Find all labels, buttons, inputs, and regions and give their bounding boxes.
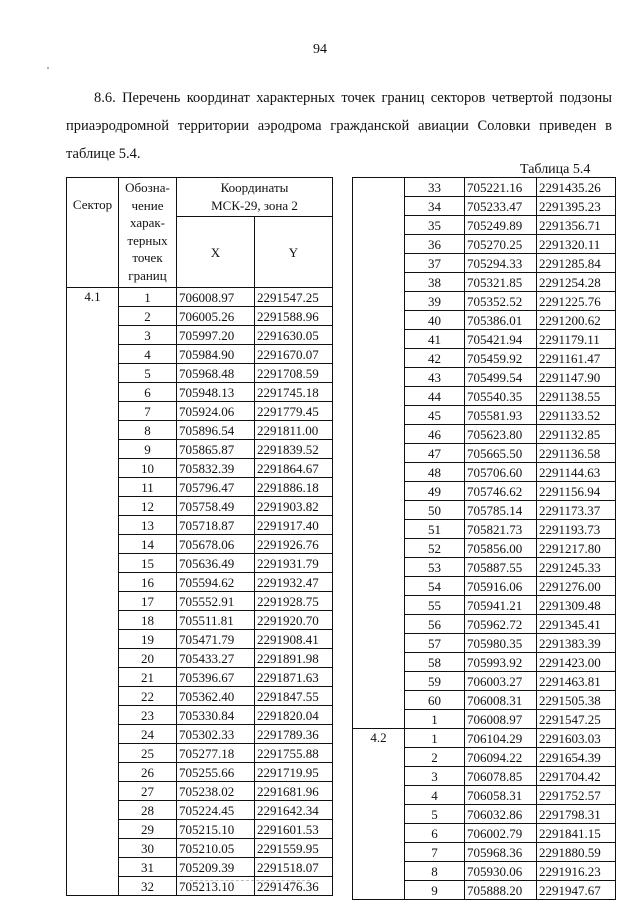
x-coordinate-cell: 705758.49 xyxy=(177,497,255,516)
x-coordinate-cell: 705330.84 xyxy=(177,706,255,725)
header-y: Y xyxy=(255,217,333,288)
point-number-cell: 29 xyxy=(119,820,177,839)
point-number-cell: 13 xyxy=(119,516,177,535)
x-coordinate-cell: 705594.62 xyxy=(177,573,255,592)
point-number-cell: 2 xyxy=(119,307,177,326)
point-number-cell: 12 xyxy=(119,497,177,516)
x-coordinate-cell: 706094.22 xyxy=(465,748,537,767)
y-coordinate-cell: 2291156.94 xyxy=(537,482,616,501)
x-coordinate-cell: 705636.49 xyxy=(177,554,255,573)
y-coordinate-cell: 2291903.82 xyxy=(255,497,333,516)
x-coordinate-cell: 705471.79 xyxy=(177,630,255,649)
y-coordinate-cell: 2291217.80 xyxy=(537,539,616,558)
left-table-body xyxy=(67,288,333,896)
y-coordinate-cell: 2291603.03 xyxy=(537,729,616,748)
point-number-cell: 49 xyxy=(405,482,465,501)
point-number-cell: 28 xyxy=(119,801,177,820)
point-number-cell: 39 xyxy=(405,292,465,311)
x-coordinate-cell: 705581.93 xyxy=(465,406,537,425)
point-number-cell: 33 xyxy=(405,178,465,197)
point-number-cell: 7 xyxy=(119,402,177,421)
page-number: 94 xyxy=(313,42,327,57)
header-coordinates-text: Координаты МСК-29, зона 2 xyxy=(211,180,298,213)
y-coordinate-cell: 2291871.63 xyxy=(255,668,333,687)
point-number-cell: 56 xyxy=(405,615,465,634)
x-coordinate-cell: 706078.85 xyxy=(465,767,537,786)
x-coordinate-cell: 706003.27 xyxy=(465,672,537,691)
point-number-cell: 24 xyxy=(119,725,177,744)
point-number-cell: 52 xyxy=(405,539,465,558)
y-coordinate-cell: 2291847.55 xyxy=(255,687,333,706)
y-coordinate-cell: 2291144.63 xyxy=(537,463,616,482)
y-coordinate-cell: 2291133.52 xyxy=(537,406,616,425)
x-coordinate-cell: 705209.39 xyxy=(177,858,255,877)
sector-cell: 4.2 xyxy=(353,729,405,900)
x-coordinate-cell: 706008.97 xyxy=(177,288,255,307)
x-coordinate-cell: 705277.18 xyxy=(177,744,255,763)
x-coordinate-cell: 705540.35 xyxy=(465,387,537,406)
y-coordinate-cell: 2291254.28 xyxy=(537,273,616,292)
sector-cell xyxy=(353,178,405,729)
x-coordinate-cell: 705249.89 xyxy=(465,216,537,235)
y-coordinate-cell: 2291752.57 xyxy=(537,786,616,805)
y-coordinate-cell: 2291383.39 xyxy=(537,634,616,653)
point-number-cell: 3 xyxy=(119,326,177,345)
x-coordinate-cell: 705386.01 xyxy=(465,311,537,330)
x-coordinate-cell: 705865.87 xyxy=(177,440,255,459)
x-coordinate-cell: 705224.45 xyxy=(177,801,255,820)
y-coordinate-cell: 2291630.05 xyxy=(255,326,333,345)
y-coordinate-cell: 2291245.33 xyxy=(537,558,616,577)
coordinates-table-right xyxy=(352,177,616,900)
point-number-cell: 5 xyxy=(405,805,465,824)
y-coordinate-cell: 2291136.58 xyxy=(537,444,616,463)
y-coordinate-cell: 2291745.18 xyxy=(255,383,333,402)
y-coordinate-cell: 2291276.00 xyxy=(537,577,616,596)
header-coordinates xyxy=(177,178,333,217)
point-number-cell: 3 xyxy=(405,767,465,786)
point-number-cell: 27 xyxy=(119,782,177,801)
point-number-cell: 11 xyxy=(119,478,177,497)
y-coordinate-cell: 2291132.85 xyxy=(537,425,616,444)
x-coordinate-cell: 705233.47 xyxy=(465,197,537,216)
x-coordinate-cell: 705221.16 xyxy=(465,178,537,197)
y-coordinate-cell: 2291476.36 xyxy=(255,877,333,896)
point-number-cell: 1 xyxy=(119,288,177,307)
y-coordinate-cell: 2291309.48 xyxy=(537,596,616,615)
x-coordinate-cell: 705980.35 xyxy=(465,634,537,653)
point-number-cell: 44 xyxy=(405,387,465,406)
point-number-cell: 37 xyxy=(405,254,465,273)
point-number-cell: 48 xyxy=(405,463,465,482)
point-number-cell: 50 xyxy=(405,501,465,520)
x-coordinate-cell: 705678.06 xyxy=(177,535,255,554)
x-coordinate-cell: 705948.13 xyxy=(177,383,255,402)
y-coordinate-cell: 2291320.11 xyxy=(537,235,616,254)
y-coordinate-cell: 2291755.88 xyxy=(255,744,333,763)
point-number-cell: 32 xyxy=(119,877,177,896)
table-caption: Таблица 5.4 xyxy=(520,162,591,177)
x-coordinate-cell: 705888.20 xyxy=(465,881,537,900)
y-coordinate-cell: 2291547.25 xyxy=(255,288,333,307)
y-coordinate-cell: 2291285.84 xyxy=(537,254,616,273)
point-number-cell: 47 xyxy=(405,444,465,463)
point-number-cell: 4 xyxy=(405,786,465,805)
y-coordinate-cell: 2291789.36 xyxy=(255,725,333,744)
point-number-cell: 59 xyxy=(405,672,465,691)
y-coordinate-cell: 2291926.76 xyxy=(255,535,333,554)
x-coordinate-cell: 705856.00 xyxy=(465,539,537,558)
footer-rule xyxy=(190,880,310,881)
y-coordinate-cell: 2291841.15 xyxy=(537,824,616,843)
x-coordinate-cell: 705270.25 xyxy=(465,235,537,254)
point-number-cell: 22 xyxy=(119,687,177,706)
x-coordinate-cell: 705421.94 xyxy=(465,330,537,349)
point-number-cell: 43 xyxy=(405,368,465,387)
x-coordinate-cell: 705821.73 xyxy=(465,520,537,539)
y-coordinate-cell: 2291505.38 xyxy=(537,691,616,710)
x-coordinate-cell: 705997.20 xyxy=(177,326,255,345)
point-number-cell: 41 xyxy=(405,330,465,349)
x-coordinate-cell: 705215.10 xyxy=(177,820,255,839)
y-coordinate-cell: 2291908.41 xyxy=(255,630,333,649)
x-coordinate-cell: 706008.97 xyxy=(465,710,537,729)
y-coordinate-cell: 2291798.31 xyxy=(537,805,616,824)
header-sector: Сектор xyxy=(67,178,119,288)
y-coordinate-cell: 2291547.25 xyxy=(537,710,616,729)
point-number-cell: 18 xyxy=(119,611,177,630)
table-row xyxy=(353,729,616,748)
point-number-cell: 53 xyxy=(405,558,465,577)
y-coordinate-cell: 2291518.07 xyxy=(255,858,333,877)
y-coordinate-cell: 2291947.67 xyxy=(537,881,616,900)
point-number-cell: 1 xyxy=(405,729,465,748)
scan-speck xyxy=(47,67,49,69)
y-coordinate-cell: 2291891.98 xyxy=(255,649,333,668)
point-number-cell: 14 xyxy=(119,535,177,554)
y-coordinate-cell: 2291681.96 xyxy=(255,782,333,801)
point-number-cell: 10 xyxy=(119,459,177,478)
point-number-cell: 16 xyxy=(119,573,177,592)
y-coordinate-cell: 2291886.18 xyxy=(255,478,333,497)
y-coordinate-cell: 2291588.96 xyxy=(255,307,333,326)
x-coordinate-cell: 705302.33 xyxy=(177,725,255,744)
y-coordinate-cell: 2291839.52 xyxy=(255,440,333,459)
x-coordinate-cell: 705930.06 xyxy=(465,862,537,881)
point-number-cell: 40 xyxy=(405,311,465,330)
y-coordinate-cell: 2291423.00 xyxy=(537,653,616,672)
point-number-cell: 31 xyxy=(119,858,177,877)
point-number-cell: 57 xyxy=(405,634,465,653)
point-number-cell: 6 xyxy=(119,383,177,402)
y-coordinate-cell: 2291916.23 xyxy=(537,862,616,881)
x-coordinate-cell: 705213.10 xyxy=(177,877,255,896)
x-coordinate-cell: 706032.86 xyxy=(465,805,537,824)
x-coordinate-cell: 706005.26 xyxy=(177,307,255,326)
point-number-cell: 45 xyxy=(405,406,465,425)
coordinates-table-left xyxy=(66,177,333,896)
x-coordinate-cell: 705968.48 xyxy=(177,364,255,383)
x-coordinate-cell: 705887.55 xyxy=(465,558,537,577)
x-coordinate-cell: 705433.27 xyxy=(177,649,255,668)
x-coordinate-cell: 705984.90 xyxy=(177,345,255,364)
point-number-cell: 42 xyxy=(405,349,465,368)
x-coordinate-cell: 706002.79 xyxy=(465,824,537,843)
y-coordinate-cell: 2291179.11 xyxy=(537,330,616,349)
x-coordinate-cell: 705511.81 xyxy=(177,611,255,630)
y-coordinate-cell: 2291928.75 xyxy=(255,592,333,611)
x-coordinate-cell: 705552.91 xyxy=(177,592,255,611)
x-coordinate-cell: 705746.62 xyxy=(465,482,537,501)
point-number-cell: 20 xyxy=(119,649,177,668)
x-coordinate-cell: 706104.29 xyxy=(465,729,537,748)
sector-cell: 4.1 xyxy=(67,288,119,896)
y-coordinate-cell: 2291864.67 xyxy=(255,459,333,478)
point-number-cell: 9 xyxy=(405,881,465,900)
x-coordinate-cell: 705796.47 xyxy=(177,478,255,497)
point-number-cell: 23 xyxy=(119,706,177,725)
point-number-cell: 8 xyxy=(119,421,177,440)
point-number-cell: 25 xyxy=(119,744,177,763)
y-coordinate-cell: 2291173.37 xyxy=(537,501,616,520)
y-coordinate-cell: 2291200.62 xyxy=(537,311,616,330)
x-coordinate-cell: 705321.85 xyxy=(465,273,537,292)
x-coordinate-cell: 705993.92 xyxy=(465,653,537,672)
y-coordinate-cell: 2291880.59 xyxy=(537,843,616,862)
y-coordinate-cell: 2291435.26 xyxy=(537,178,616,197)
y-coordinate-cell: 2291820.04 xyxy=(255,706,333,725)
y-coordinate-cell: 2291356.71 xyxy=(537,216,616,235)
y-coordinate-cell: 2291670.07 xyxy=(255,345,333,364)
header-point-designation xyxy=(119,178,177,288)
y-coordinate-cell: 2291811.00 xyxy=(255,421,333,440)
y-coordinate-cell: 2291559.95 xyxy=(255,839,333,858)
x-coordinate-cell: 705210.05 xyxy=(177,839,255,858)
y-coordinate-cell: 2291193.73 xyxy=(537,520,616,539)
y-coordinate-cell: 2291931.79 xyxy=(255,554,333,573)
x-coordinate-cell: 705916.06 xyxy=(465,577,537,596)
y-coordinate-cell: 2291138.55 xyxy=(537,387,616,406)
x-coordinate-cell: 705924.06 xyxy=(177,402,255,421)
point-number-cell: 4 xyxy=(119,345,177,364)
x-coordinate-cell: 705718.87 xyxy=(177,516,255,535)
point-number-cell: 19 xyxy=(119,630,177,649)
point-number-cell: 21 xyxy=(119,668,177,687)
point-number-cell: 15 xyxy=(119,554,177,573)
y-coordinate-cell: 2291917.40 xyxy=(255,516,333,535)
x-coordinate-cell: 705785.14 xyxy=(465,501,537,520)
x-coordinate-cell: 706008.31 xyxy=(465,691,537,710)
point-number-cell: 34 xyxy=(405,197,465,216)
point-number-cell: 55 xyxy=(405,596,465,615)
y-coordinate-cell: 2291395.23 xyxy=(537,197,616,216)
header-point-text: Обозна-чение харак-терных точек границ xyxy=(125,180,170,283)
point-number-cell: 46 xyxy=(405,425,465,444)
point-number-cell: 36 xyxy=(405,235,465,254)
x-coordinate-cell: 705962.72 xyxy=(465,615,537,634)
header-x: X xyxy=(177,217,255,288)
x-coordinate-cell: 706058.31 xyxy=(465,786,537,805)
x-coordinate-cell: 705896.54 xyxy=(177,421,255,440)
y-coordinate-cell: 2291161.47 xyxy=(537,349,616,368)
x-coordinate-cell: 705706.60 xyxy=(465,463,537,482)
point-number-cell: 51 xyxy=(405,520,465,539)
intro-paragraph: 8.6. Перечень координат характерных точек границ секторов четвертой подзоны приаэродромной территории аэродрома гражданской авиации Соловки приведен в таблице 5.4. xyxy=(66,90,612,162)
point-number-cell: 38 xyxy=(405,273,465,292)
y-coordinate-cell: 2291719.95 xyxy=(255,763,333,782)
y-coordinate-cell: 2291601.53 xyxy=(255,820,333,839)
point-number-cell: 17 xyxy=(119,592,177,611)
x-coordinate-cell: 705396.67 xyxy=(177,668,255,687)
x-coordinate-cell: 705255.66 xyxy=(177,763,255,782)
x-coordinate-cell: 705362.40 xyxy=(177,687,255,706)
point-number-cell: 5 xyxy=(119,364,177,383)
point-number-cell: 7 xyxy=(405,843,465,862)
y-coordinate-cell: 2291642.34 xyxy=(255,801,333,820)
y-coordinate-cell: 2291147.90 xyxy=(537,368,616,387)
x-coordinate-cell: 705941.21 xyxy=(465,596,537,615)
x-coordinate-cell: 705499.54 xyxy=(465,368,537,387)
point-number-cell: 30 xyxy=(119,839,177,858)
point-number-cell: 54 xyxy=(405,577,465,596)
y-coordinate-cell: 2291463.81 xyxy=(537,672,616,691)
x-coordinate-cell: 705352.52 xyxy=(465,292,537,311)
table-row xyxy=(67,288,333,307)
point-number-cell: 60 xyxy=(405,691,465,710)
point-number-cell: 9 xyxy=(119,440,177,459)
table-row xyxy=(353,178,616,197)
y-coordinate-cell: 2291779.45 xyxy=(255,402,333,421)
x-coordinate-cell: 705459.92 xyxy=(465,349,537,368)
point-number-cell: 58 xyxy=(405,653,465,672)
right-table-body xyxy=(353,178,616,900)
x-coordinate-cell: 705623.80 xyxy=(465,425,537,444)
point-number-cell: 35 xyxy=(405,216,465,235)
x-coordinate-cell: 705968.36 xyxy=(465,843,537,862)
y-coordinate-cell: 2291345.41 xyxy=(537,615,616,634)
point-number-cell: 6 xyxy=(405,824,465,843)
point-number-cell: 2 xyxy=(405,748,465,767)
x-coordinate-cell: 705238.02 xyxy=(177,782,255,801)
y-coordinate-cell: 2291932.47 xyxy=(255,573,333,592)
y-coordinate-cell: 2291704.42 xyxy=(537,767,616,786)
point-number-cell: 1 xyxy=(405,710,465,729)
point-number-cell: 26 xyxy=(119,763,177,782)
y-coordinate-cell: 2291708.59 xyxy=(255,364,333,383)
x-coordinate-cell: 705294.33 xyxy=(465,254,537,273)
point-number-cell: 8 xyxy=(405,862,465,881)
y-coordinate-cell: 2291920.70 xyxy=(255,611,333,630)
x-coordinate-cell: 705832.39 xyxy=(177,459,255,478)
y-coordinate-cell: 2291225.76 xyxy=(537,292,616,311)
x-coordinate-cell: 705665.50 xyxy=(465,444,537,463)
y-coordinate-cell: 2291654.39 xyxy=(537,748,616,767)
